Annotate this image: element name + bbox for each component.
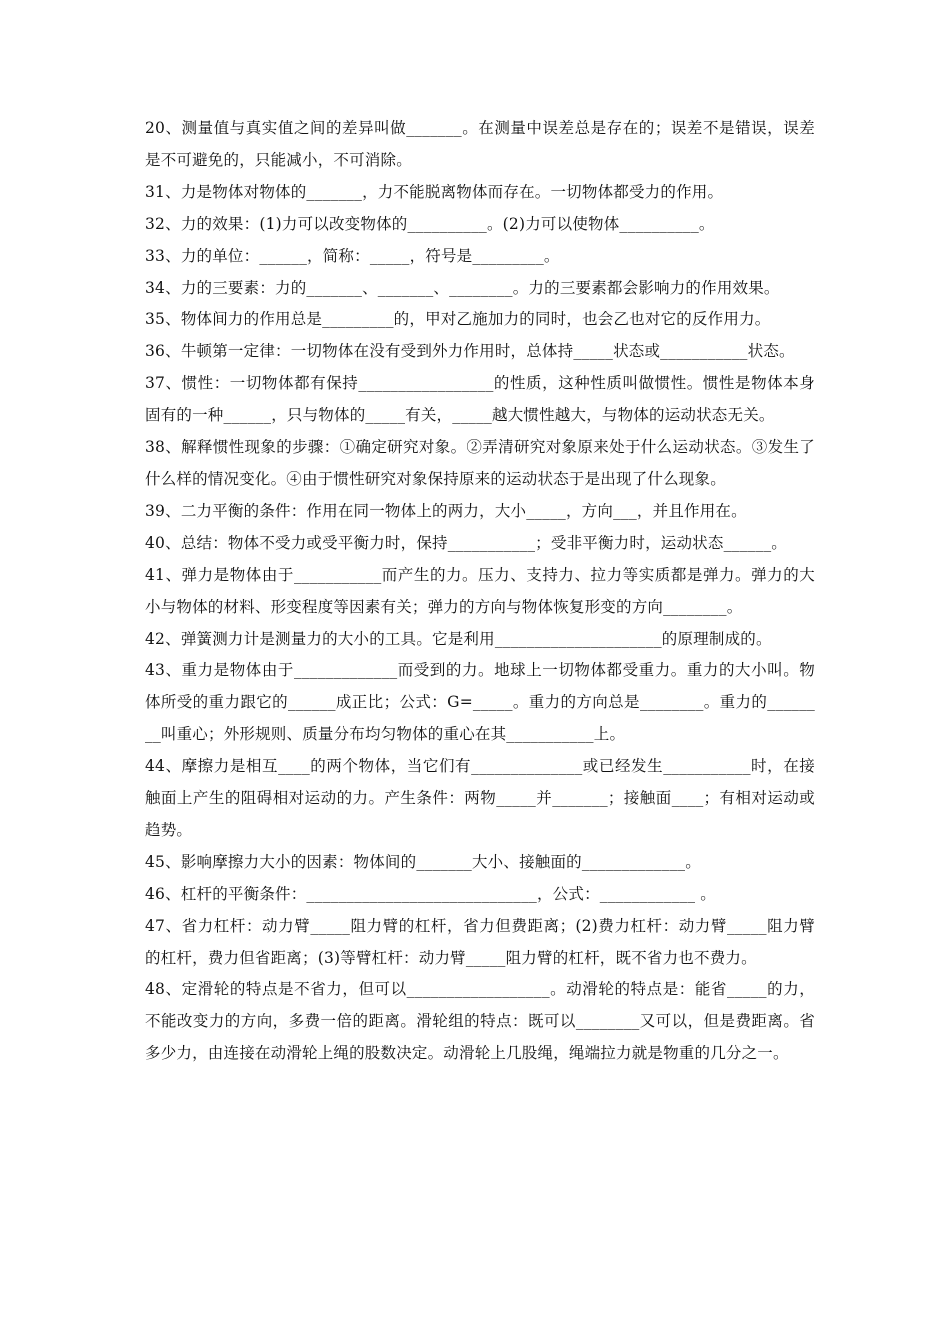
paragraph-33: 33、力的单位：______，简称：_____，符号是_________。 <box>145 246 560 265</box>
paragraph-40: 40、总结：物体不受力或受平衡力时，保持___________；受非平衡力时，运动状态______。 <box>145 533 787 552</box>
paragraph-36: 36、牛顿第一定律：一切物体在没有受到外力作用时，总体持_____状态或___________状态。 <box>145 342 795 361</box>
document-body <box>145 113 815 1070</box>
paragraph-20: 20、测量值与真实值之间的差异叫做_______。在测量中误差总是存在的；误差不是错误，误差是不可避免的，只能减小，不可消除。 <box>145 119 815 169</box>
paragraph-41: 41、弹力是物体由于___________而产生的力。压力、支持力、拉力等实质都是弹力。弹力的大小与物体的材料、形变程度等因素有关；弹力的方向与物体恢复形变的方向________。 <box>145 565 815 616</box>
paragraph-31: 31、力是物体对物体的_______，力不能脱离物体而存在。一切物体都受力的作用。 <box>145 182 724 201</box>
paragraph-48: 48、定滑轮的特点是不省力，但可以__________________。动滑轮的特点是：能省_____的力，不能改变力的方向，多费一倍的距离。滑轮组的特点：既可以________又可以，但是费距离。省多少力，由连接在动滑轮上绳的股数决定。动滑轮上几股绳，绳端拉力就是物重的几分之一。 <box>145 980 815 1063</box>
paragraph-43: 43、重力是物体由于_____________而受到的力。地球上一切物体都受重力。重力的大小叫。物体所受的重力跟它的______成正比；公式：G=_____。重力的方向总是________。重力的________叫重心；外形规则、质量分布均匀物体的重心在其___________上。 <box>145 661 815 744</box>
paragraph-44: 44、摩擦力是相互____的两个物体，当它们有______________或已经发生___________时，在接触面上产生的阻碍相对运动的力。产生条件：两物_____并_______；接触面____；有相对运动或趋势。 <box>145 757 815 839</box>
paragraph-37: 37、惯性：一切物体都有保持_________________的性质，这种性质叫做惯性。惯性是物体本身固有的一种______，只与物体的_____有关，_____越大惯性越大，与物体的运动状态无关。 <box>145 374 815 425</box>
paragraph-35: 35、物体间力的作用总是_________的，甲对乙施加力的同时，也会乙也对它的反作用力。 <box>145 310 771 329</box>
paragraph-34: 34、力的三要素：力的_______、_______、________。力的三要素都会影响力的作用效果。 <box>145 278 780 297</box>
paragraph-46: 46、杠杆的平衡条件：_____________________________，公式：____________ 。 <box>145 884 717 903</box>
paragraph-38: 38、解释惯性现象的步骤：①确定研究对象。②弄清研究对象原来处于什么运动状态。③发生了什么样的情况变化。④由于惯性研究对象保持原来的运动状态于是出现了什么现象。 <box>145 438 815 488</box>
paragraph-45: 45、影响摩擦力大小的因素：物体间的_______大小、接触面的_____________。 <box>145 852 701 871</box>
paragraph-39: 39、二力平衡的条件：作用在同一物体上的两力，大小_____，方向___，并且作用在。 <box>145 501 747 520</box>
paragraph-42: 42、弹簧测力计是测量力的大小的工具。它是利用_____________________的原理制成的。 <box>145 629 772 648</box>
paragraph-47: 47、省力杠杆：动力臂_____阻力臂的杠杆，省力但费距离；(2)费力杠杆：动力臂_____阻力臂的杠杆，费力但省距离；(3)等臂杠杆：动力臂_____阻力臂的杠杆，既不省力也不费力。 <box>145 916 815 967</box>
paragraph-32: 32、力的效果：(1)力可以改变物体的__________。(2)力可以使物体__________。 <box>145 214 715 233</box>
